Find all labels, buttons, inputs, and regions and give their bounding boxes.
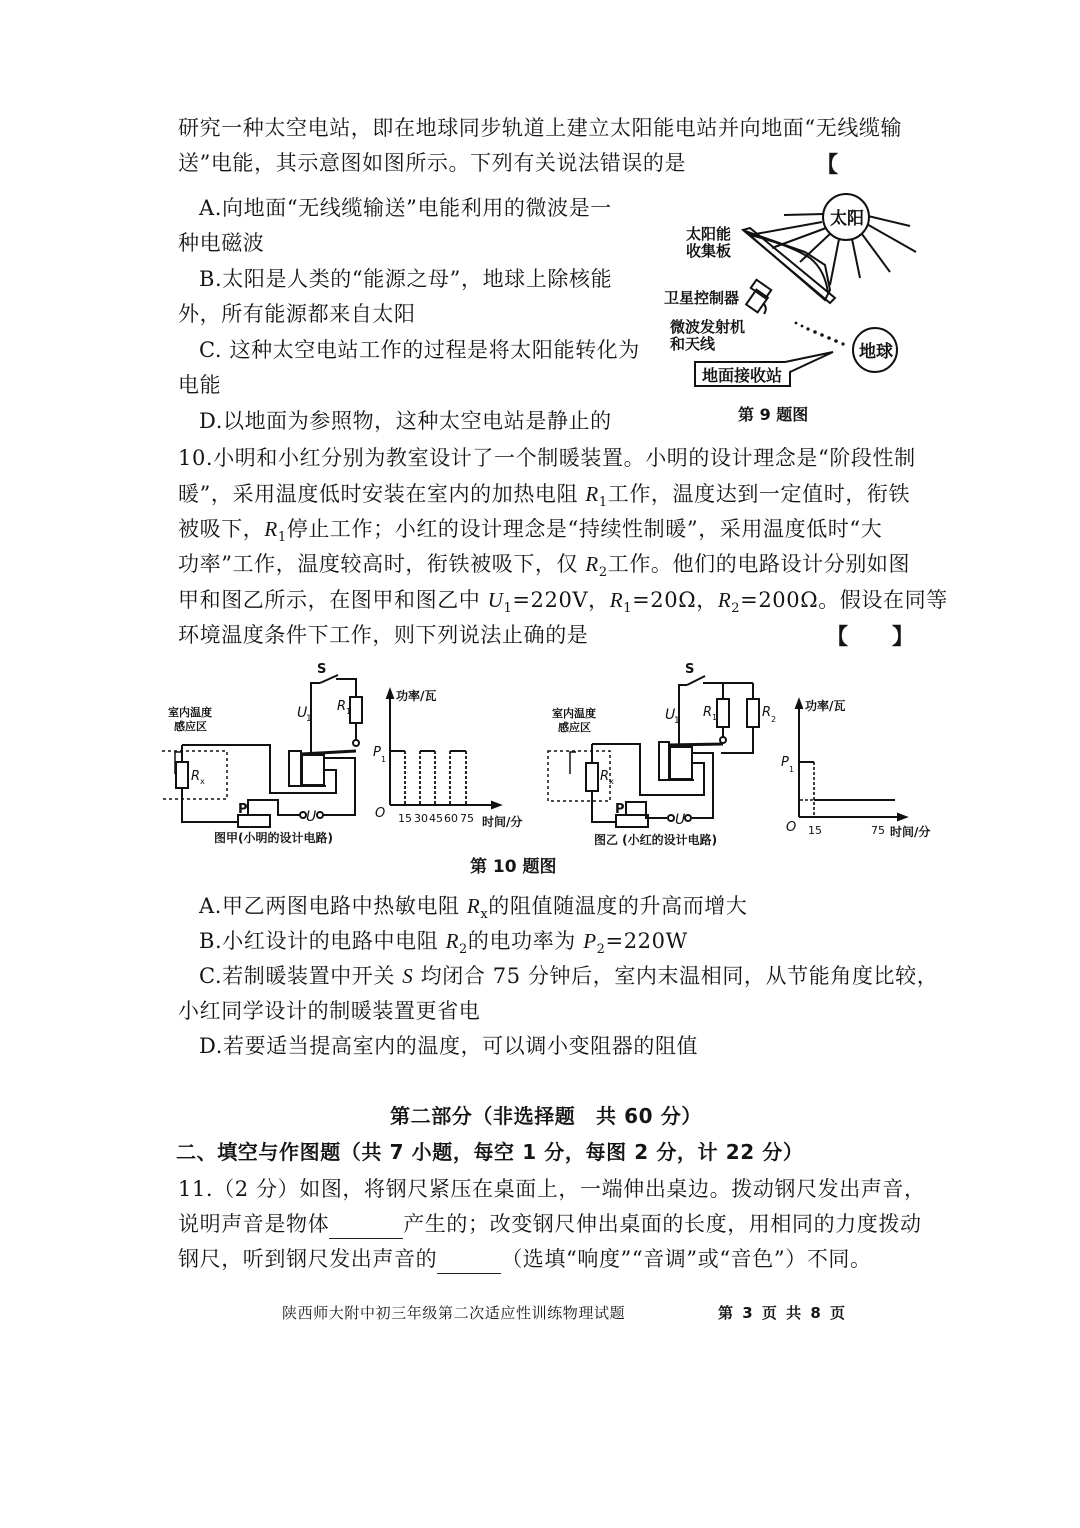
q10-answer-bracket: 【 】 bbox=[826, 625, 915, 650]
q10-stem-line3: 被吸下，$R_1$停止工作；小红的设计理念是“持续性制暖”，采用温度低时“大 bbox=[178, 517, 883, 546]
satellite-controller-icon bbox=[746, 280, 771, 314]
part2-title: 第二部分（非选择题 共 60 分） bbox=[390, 1104, 702, 1128]
q9-option-c-line1: C. 这种太空电站工作的过程是将太阳能转化为 bbox=[199, 338, 640, 362]
svg-text:1: 1 bbox=[306, 714, 312, 724]
svg-text:15: 15 bbox=[808, 824, 822, 837]
thermistor-rx-icon bbox=[176, 762, 188, 788]
svg-text:R: R bbox=[337, 699, 347, 714]
footer-page-number: 第 3 页 共 8 页 bbox=[718, 1304, 847, 1322]
svg-text:75: 75 bbox=[871, 824, 885, 837]
svg-text:30: 30 bbox=[414, 812, 428, 825]
power-time-chart-jia bbox=[370, 680, 540, 830]
q9-stem-line2: 送”电能，其示意图如图所示。下列有关说法错误的是 bbox=[178, 151, 687, 175]
svg-text:功率/瓦: 功率/瓦 bbox=[805, 699, 846, 713]
svg-text:1: 1 bbox=[674, 716, 680, 726]
circuit-jia-diagram bbox=[160, 655, 370, 845]
svg-text:1: 1 bbox=[789, 765, 795, 774]
svg-text:R: R bbox=[762, 705, 772, 720]
svg-text:卫星控制器: 卫星控制器 bbox=[664, 289, 740, 307]
svg-text:1: 1 bbox=[712, 713, 718, 722]
svg-text:微波发射机: 微波发射机 bbox=[670, 318, 746, 336]
microwave-beam-icon bbox=[795, 322, 845, 346]
svg-text:75: 75 bbox=[460, 812, 474, 825]
circuit-yi-caption: 图乙 (小红的设计电路) bbox=[594, 833, 718, 847]
svg-text:和天线: 和天线 bbox=[670, 335, 716, 353]
svg-text:60: 60 bbox=[444, 812, 458, 825]
svg-text:15: 15 bbox=[398, 812, 412, 825]
svg-text:室内温度: 室内温度 bbox=[168, 706, 212, 719]
svg-text:O: O bbox=[786, 820, 797, 835]
svg-text:R: R bbox=[703, 705, 713, 720]
svg-text:P: P bbox=[615, 802, 625, 817]
svg-text:R: R bbox=[600, 769, 610, 784]
svg-text:x: x bbox=[609, 777, 614, 786]
svg-text:P: P bbox=[238, 802, 248, 817]
q9-option-d-line1: D.以地面为参照物，这种太空电站是静止的 bbox=[199, 409, 612, 433]
footer-exam-title: 陕西师大附中初三年级第二次适应性训练物理试题 bbox=[282, 1304, 626, 1322]
q10-stem-line1: 10.小明和小红分别为教室设计了一个制暖装置。小明的设计理念是“阶段性制 bbox=[178, 446, 916, 470]
q9-stem-line1: 研究一种太空电站，即在地球同步轨道上建立太阳能电站并向地面“无线缆输 bbox=[178, 116, 903, 140]
svg-text:S: S bbox=[685, 662, 695, 677]
q11-line3: 钢尺，听到钢尺发出声音的 （选填“响度”“音调”或“音色”）不同。 bbox=[178, 1244, 872, 1274]
q10-stem-line5: 甲和图乙所示，在图甲和图乙中 $U_1=220V$，$R_1=20\Omega$，$R_2=200\Omega$。假设在同等 bbox=[178, 588, 948, 617]
svg-text:U: U bbox=[675, 812, 686, 828]
svg-text:感应区: 感应区 bbox=[174, 720, 207, 733]
q9-option-a-line2: 种电磁波 bbox=[178, 231, 265, 255]
q10-stem-line6: 环境温度条件下工作，则下列说法止确的是 bbox=[178, 623, 589, 647]
section-fill-in-title: 二、填空与作图题（共 7 小题，每空 1 分，每图 2 分，计 22 分） bbox=[176, 1140, 804, 1164]
svg-text:感应区: 感应区 bbox=[558, 721, 591, 734]
svg-text:x: x bbox=[200, 777, 205, 786]
svg-text:1: 1 bbox=[346, 707, 352, 716]
circuit-yi-diagram bbox=[540, 655, 780, 855]
svg-text:太阳能: 太阳能 bbox=[686, 225, 732, 243]
q9-figure-space-station bbox=[650, 190, 940, 430]
q9-option-b-line2: 外，所有能源都来自太阳 bbox=[178, 302, 416, 326]
q9-option-b-line1: B.太阳是人类的“能源之母”，地球上除核能 bbox=[199, 267, 613, 291]
q9-figure-caption: 第 9 题图 bbox=[738, 405, 809, 424]
svg-text:U: U bbox=[665, 707, 676, 723]
q10-option-b: B.小红设计的电路中电阻 $R_2$的电功率为 $P_2=220W$ bbox=[199, 929, 688, 958]
svg-text:O: O bbox=[375, 806, 386, 821]
q11-blank-2[interactable] bbox=[437, 1251, 501, 1274]
svg-text:太阳: 太阳 bbox=[830, 209, 864, 229]
q11-line2: 说明声音是物体 产生的；改变钢尺伸出桌面的长度，用相同的力度拨动 bbox=[178, 1209, 922, 1239]
svg-text:S: S bbox=[317, 662, 327, 677]
q10-option-a: A.甲乙两图电路中热敏电阻 $R_x$的阻值随温度的升高而增大 bbox=[199, 894, 748, 923]
q10-option-c-line1: C.若制暖装置中开关 S 均闭合 75 分钟后，室内末温相同，从节能角度比较， bbox=[199, 964, 939, 988]
circuit-jia-caption: 图甲(小明的设计电路) bbox=[214, 831, 333, 845]
switch-s-icon bbox=[687, 676, 705, 685]
resistor-r1-icon bbox=[350, 697, 362, 723]
svg-text:功率/瓦: 功率/瓦 bbox=[396, 689, 437, 703]
q10-option-d: D.若要适当提高室内的温度，可以调小变阻器的阻值 bbox=[199, 1034, 699, 1058]
svg-text:1: 1 bbox=[381, 755, 387, 764]
svg-text:时间/分: 时间/分 bbox=[890, 825, 931, 839]
svg-text:P: P bbox=[373, 745, 381, 760]
svg-text:时间/分: 时间/分 bbox=[482, 815, 523, 829]
svg-text:收集板: 收集板 bbox=[686, 242, 732, 260]
q9-option-a-line1: A.向地面“无线缆输送”电能利用的微波是一 bbox=[199, 196, 612, 220]
svg-text:地面接收站: 地面接收站 bbox=[702, 366, 783, 385]
svg-text:45: 45 bbox=[429, 812, 443, 825]
thermistor-rx-icon bbox=[586, 763, 598, 791]
svg-text:地球: 地球 bbox=[859, 342, 893, 362]
q10-figure-caption: 第 10 题图 bbox=[470, 857, 557, 877]
q11-blank-1[interactable] bbox=[329, 1216, 403, 1239]
resistor-r2-icon bbox=[747, 699, 759, 727]
svg-text:P: P bbox=[781, 755, 789, 770]
q10-option-c-line2: 小红同学设计的制暖装置更省电 bbox=[178, 999, 481, 1023]
svg-text:U: U bbox=[297, 705, 308, 721]
q10-stem-line2: 暖”，采用温度低时安装在室内的加热电阻 $R_1$工作，温度达到一定值时，衔铁 bbox=[178, 482, 911, 511]
q9-option-c-line2: 电能 bbox=[178, 373, 222, 397]
q9-answer-bracket: 【 bbox=[816, 153, 839, 178]
svg-text:室内温度: 室内温度 bbox=[552, 707, 596, 720]
svg-text:U: U bbox=[306, 809, 317, 825]
svg-text:R: R bbox=[191, 769, 201, 784]
q10-stem-line4: 功率”工作，温度较高时，衔铁被吸下，仅 $R_2$工作。他们的电路设计分别如图 bbox=[178, 552, 911, 581]
svg-text:2: 2 bbox=[771, 715, 777, 724]
resistor-r1-icon bbox=[717, 699, 729, 727]
q11-line1: 11.（2 分）如图，将钢尺紧压在桌面上，一端伸出桌边。拨动钢尺发出声音， bbox=[178, 1177, 926, 1201]
power-time-chart-yi bbox=[770, 690, 940, 840]
